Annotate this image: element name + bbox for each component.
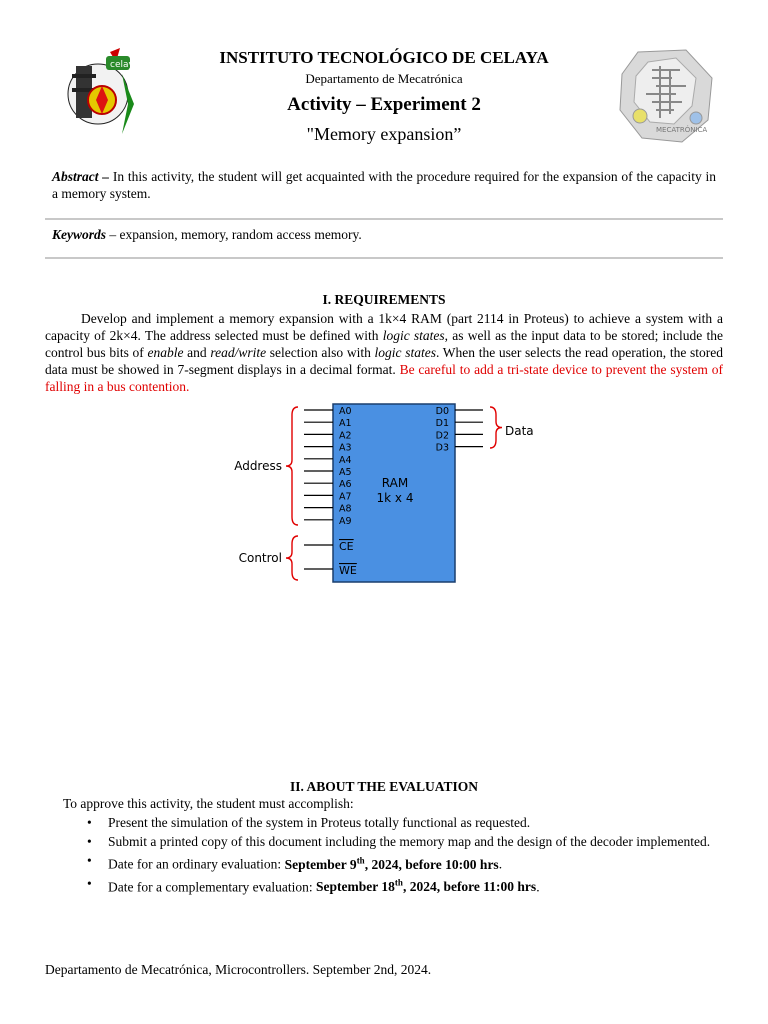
evaluation-intro: To approve this activity, the student must accomplish: [63,796,354,811]
chip-size: 1k x 4 [376,491,414,505]
address-pin-label: A2 [339,430,352,442]
divider [45,218,723,220]
data-brace [490,407,502,448]
bus-contention-warning: Be careful to add a tri-state device to prevent the system of falling in a bus contention. [45,362,723,394]
ram-diagram [220,398,550,588]
department-name: Departamento de Mecatrónica [305,71,463,86]
req-italic: read/write [210,345,267,360]
control-pin-label: WE [339,564,357,577]
footer: Departamento de Mecatrónica, Microcontrollers. September 2nd, 2024. [45,962,432,977]
requirements-heading: I. REQUIREMENTS [322,292,446,307]
logo-text: celaya [110,60,140,70]
period: . [536,879,540,894]
keywords-label: Keywords [52,227,106,242]
item-text: Present the simulation of the system in Proteus totally functional as requested. [108,815,531,830]
data-group-label: Data [505,424,534,438]
logo-text: MECATRÓNICA [656,126,708,134]
divider [45,257,723,259]
address-pin-label: A5 [339,467,352,478]
item-text: Submit a printed copy of this document including the memory map and the design of the decoder implemented. [108,834,711,849]
item-text: Date for a complementary evaluation: [108,879,317,894]
institution-title: INSTITUTO TECNOLÓGICO DE CELAYA [219,48,549,67]
item-text: Date for an ordinary evaluation: [108,856,285,872]
req-text: and [183,345,211,360]
date-suffix: th [394,877,403,888]
data-pin-label: D3 [435,442,449,454]
abstract [52,168,716,202]
address-pin-label: A9 [339,515,352,527]
date-rest: , 2024, before 11:00 hrs [402,879,537,894]
abstract-label: Abstract – [52,169,110,184]
req-text: , as well as the input data to be stored; include the control bus bits of [45,328,723,360]
control-brace [286,536,298,580]
control-group-label: Control [238,551,282,565]
date: September 18 [316,879,395,894]
req-text: selection also with [266,345,375,360]
req-italic: logic states [374,345,436,360]
evaluation-list [108,815,723,898]
activity-subtitle: "Memory expansion” [306,124,462,144]
evaluation-heading: II. ABOUT THE EVALUATION [289,779,479,794]
data-pin-label: D0 [435,406,449,417]
evaluation-item [108,876,723,895]
address-pin-label: A4 [339,454,352,466]
req-italic: enable [147,345,184,360]
address-pin-label: A0 [339,406,352,417]
evaluation-item [108,853,723,872]
req-italic: logic states [382,328,445,343]
evaluation-item [108,815,723,830]
keywords-text: – expansion, memory, random access memory. [106,227,362,242]
data-pin-label: D2 [435,430,449,442]
date: September 9 [284,856,357,872]
evaluation-item [108,834,723,849]
control-pin-label: CE [339,540,354,553]
address-pin-label: A1 [339,418,352,430]
requirements-paragraph [45,310,723,395]
req-text: . When the user selects the read operation, the stored data must be showed in 7-segment displays in a decimal format. [45,345,723,377]
req-text: Develop and implement a memory expansion with a 1k×4 RAM (part 2114 in Proteus) to achieve a system with a capacity of 2k×4. The address selected must be defined with [45,311,723,343]
date-suffix: th [356,855,365,865]
address-brace [286,407,298,525]
data-pin-label: D1 [435,418,449,430]
address-pin-label: A3 [339,442,352,454]
address-group-label: Address [234,459,282,473]
address-pin-label: A8 [339,503,352,515]
chip-label: RAM [381,476,409,490]
abstract-text: In this activity, the student will get acquainted with the procedure required for the expansion of the capacity in a memory system. [52,169,716,201]
period: . [498,856,503,872]
keywords [52,226,716,243]
date-rest: , 2024, before 10:00 hrs [364,856,499,872]
address-pin-label: A7 [339,491,352,503]
activity-title: Activity – Experiment 2 [287,94,481,115]
address-pin-label: A6 [339,479,352,491]
